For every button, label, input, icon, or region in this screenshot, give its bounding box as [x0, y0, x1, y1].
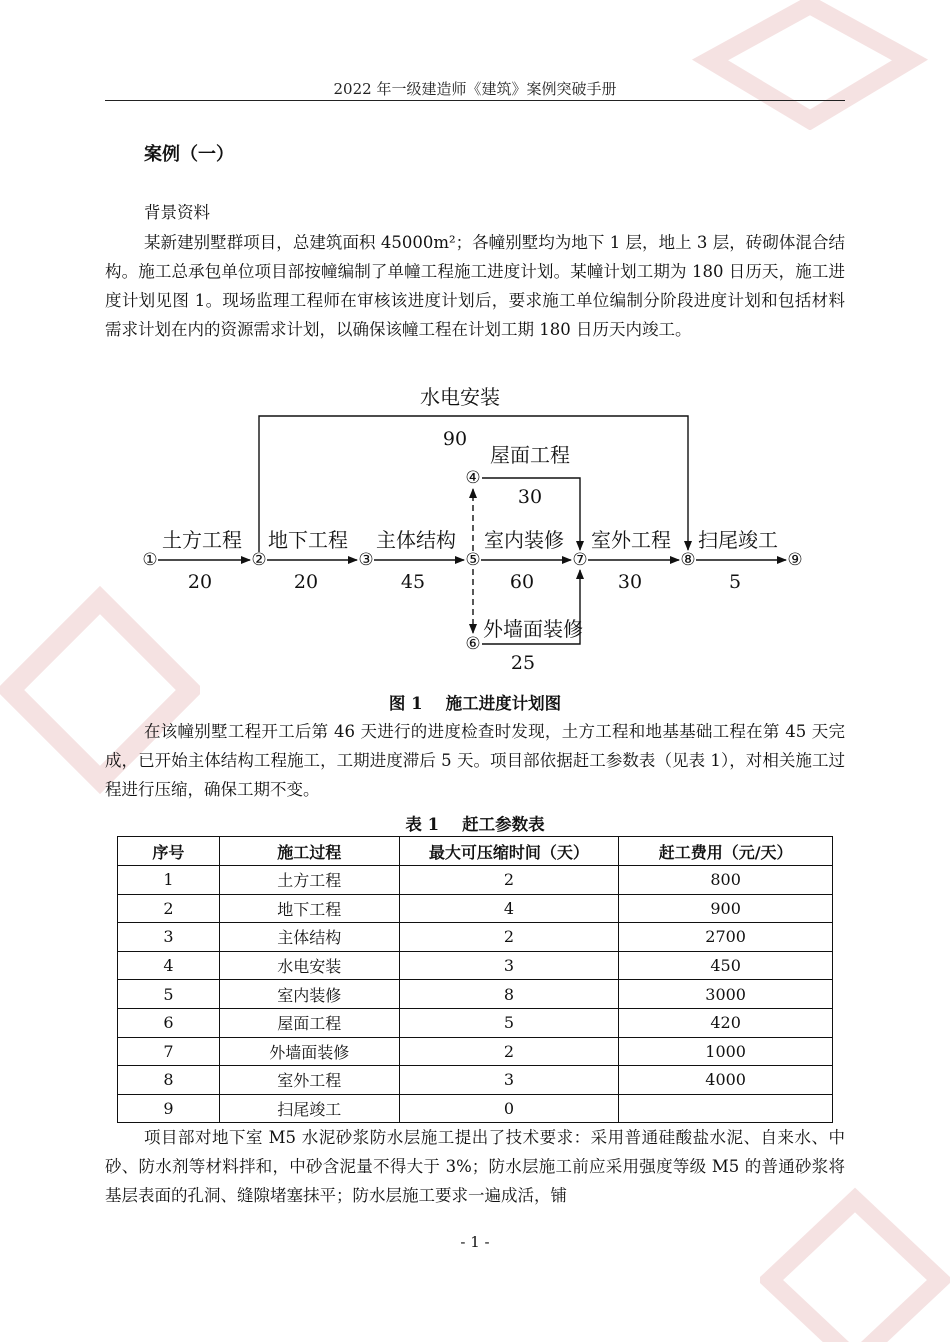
- cell-cost: 2700: [619, 923, 833, 952]
- cell-process: 主体结构: [219, 923, 399, 952]
- header-cell: 最大可压缩时间（天）: [399, 837, 619, 866]
- header-cell: 序号: [118, 837, 220, 866]
- case-title: 案例（一）: [144, 144, 234, 165]
- cell-process: 地下工程: [219, 894, 399, 923]
- activity-name-finish: 扫尾竣工: [698, 528, 778, 552]
- paragraph-progress-check: 在该幢别墅工程开工后第 46 天进行的进度检查时发现，土方工程和地基基础工程在第 45 天完成，已开始主体结构工程施工，工期进度滞后 5 天。项目部依据赶工参数表（见表 1），对相关施工过程进行压缩，确保工期不变。: [105, 722, 845, 799]
- cell-index: 6: [118, 1008, 220, 1037]
- activity-duration-water-electric: 90: [442, 428, 468, 450]
- activity-duration-exterior: 30: [617, 571, 643, 593]
- activity-duration-earthwork: 20: [187, 571, 213, 593]
- cell-process: 室外工程: [219, 1066, 399, 1095]
- figure-caption: 图 1 施工进度计划图: [388, 694, 562, 713]
- activity-name-exterior: 室外工程: [591, 528, 671, 552]
- table-row: [118, 951, 833, 980]
- activity-name-facade: 外墙面装修: [483, 617, 583, 641]
- cell-cost: 900: [619, 894, 833, 923]
- header-cell: 赶工费用（元/天）: [619, 837, 833, 866]
- activity-name-underground: 地下工程: [268, 528, 348, 552]
- cell-index: 4: [118, 951, 220, 980]
- cell-cost: 800: [619, 866, 833, 895]
- table-row: [118, 1066, 833, 1095]
- cell-max-compress: 2: [399, 866, 619, 895]
- cell-cost: [619, 1094, 833, 1123]
- node-9: ⑨: [787, 550, 803, 570]
- cell-cost: 420: [619, 1008, 833, 1037]
- watermark-logo-top-right: [690, 0, 950, 130]
- node-4: ④: [465, 468, 481, 488]
- table-row: [118, 1037, 833, 1066]
- node-1: ①: [142, 550, 158, 570]
- node-3: ③: [358, 550, 374, 570]
- cell-index: 5: [118, 980, 220, 1009]
- header-rule: [105, 100, 845, 101]
- activity-duration-interior: 60: [509, 571, 535, 593]
- node-2: ②: [251, 550, 267, 570]
- cell-index: 2: [118, 894, 220, 923]
- cell-cost: 1000: [619, 1037, 833, 1066]
- schedule-network-diagram: [130, 378, 810, 678]
- cell-max-compress: 4: [399, 894, 619, 923]
- activity-name-earthwork: 土方工程: [162, 528, 242, 552]
- table-header-row: [118, 837, 833, 866]
- background-paragraph: 某新建别墅群项目，总建筑面积 45000m²；各幢别墅均为地下 1 层，地上 3 层，砖砌体混合结构。施工总承包单位项目部按幢编制了单幢工程施工进度计划。某幢计划工期为 180 日历天，施工进度计划见图 1。现场监理工程师在审核该进度计划后，要求施工单位编制分阶段进度计划和包括材料需求计划在内的资源需求计划，以确保该幢工程在计划工期 180 日历天内竣工。: [105, 233, 845, 339]
- paragraph-waterproof-requirements: 项目部对地下室 M5 水泥砂浆防水层施工提出了技术要求：采用普通硅酸盐水泥、自来水、中砂、防水剂等材料拌和，中砂含泥量不得大于 3%；防水层施工前应采用强度等级 M5 的普通砂浆将基层表面的孔洞、缝隙堵塞抹平；防水层施工要求一遍成活，铺: [105, 1128, 845, 1205]
- header-cell: 施工过程: [219, 837, 399, 866]
- activity-name-water-electric: 水电安装: [420, 385, 500, 409]
- page-number: - 1 -: [460, 1233, 490, 1251]
- table-caption: 表 1 赶工参数表: [405, 815, 545, 834]
- cell-max-compress: 5: [399, 1008, 619, 1037]
- table-row: [118, 980, 833, 1009]
- cell-index: 3: [118, 923, 220, 952]
- cell-cost: 3000: [619, 980, 833, 1009]
- node-8: ⑧: [680, 550, 696, 570]
- table-row: [118, 1008, 833, 1037]
- activity-name-roof: 屋面工程: [490, 443, 570, 467]
- background-label: 背景资料: [144, 203, 210, 222]
- cell-index: 9: [118, 1094, 220, 1123]
- table-row: [118, 866, 833, 895]
- activity-duration-finish: 5: [728, 571, 742, 593]
- cell-max-compress: 8: [399, 980, 619, 1009]
- cell-process: 水电安装: [219, 951, 399, 980]
- cell-index: 7: [118, 1037, 220, 1066]
- activity-duration-roof: 30: [517, 486, 543, 508]
- cell-process: 室内装修: [219, 980, 399, 1009]
- node-5: ⑤: [465, 550, 481, 570]
- cell-index: 8: [118, 1066, 220, 1095]
- cell-max-compress: 2: [399, 1037, 619, 1066]
- cell-process: 屋面工程: [219, 1008, 399, 1037]
- table-row: [118, 1094, 833, 1123]
- cell-max-compress: 2: [399, 923, 619, 952]
- cell-max-compress: 0: [399, 1094, 619, 1123]
- table-row: [118, 923, 833, 952]
- cell-cost: 450: [619, 951, 833, 980]
- activity-name-interior: 室内装修: [484, 528, 564, 552]
- crash-parameter-table: [117, 836, 833, 1123]
- cell-process: 土方工程: [219, 866, 399, 895]
- activity-duration-structure: 45: [400, 571, 426, 593]
- running-header: 2022 年一级建造师《建筑》案例突破手册: [333, 80, 617, 98]
- node-7: ⑦: [572, 550, 588, 570]
- activity-name-structure: 主体结构: [376, 528, 456, 552]
- activity-duration-underground: 20: [293, 571, 319, 593]
- node-6: ⑥: [465, 634, 481, 654]
- activity-duration-facade: 25: [510, 652, 536, 674]
- cell-process: 外墙面装修: [219, 1037, 399, 1066]
- cell-process: 扫尾竣工: [219, 1094, 399, 1123]
- cell-max-compress: 3: [399, 1066, 619, 1095]
- cell-max-compress: 3: [399, 951, 619, 980]
- cell-index: 1: [118, 866, 220, 895]
- table-row: [118, 894, 833, 923]
- cell-cost: 4000: [619, 1066, 833, 1095]
